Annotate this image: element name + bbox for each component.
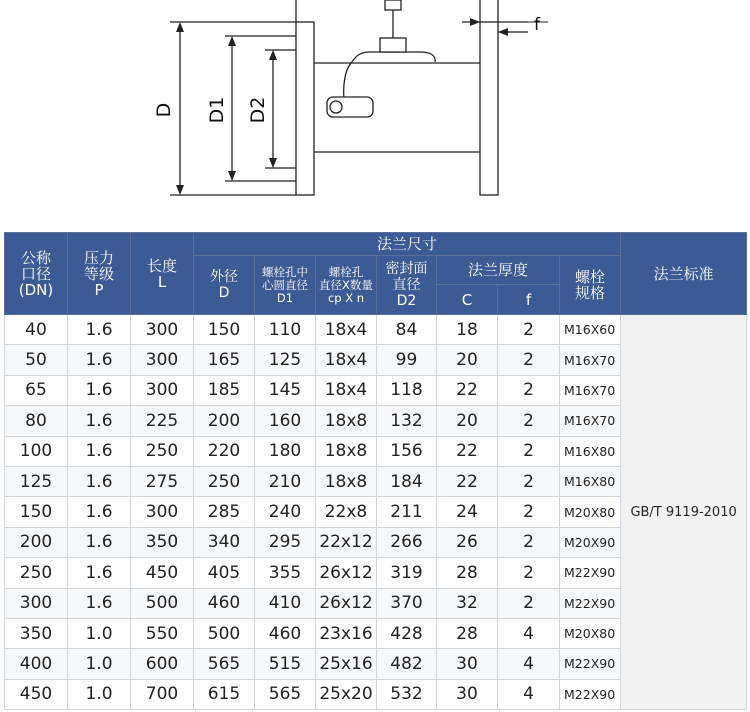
cell-bolt-spec: M16X70: [560, 406, 621, 436]
flowmeter-drawing: [0, 0, 750, 232]
cell-dn: 350: [5, 618, 68, 648]
cell-bolt-spec: M22X90: [560, 558, 621, 588]
header-thickness: 法兰厚度: [437, 256, 560, 285]
cell-outer: 500: [194, 618, 255, 648]
cell-bolt-hole: 25x16: [316, 649, 377, 679]
cell-dn: 50: [5, 345, 68, 375]
cell-dn: 450: [5, 679, 68, 709]
cell-outer: 220: [194, 436, 255, 466]
cell-seal: 266: [377, 527, 437, 557]
cell-seal: 370: [377, 588, 437, 618]
header-outer: 外径 D: [194, 256, 255, 315]
table-row: [5, 315, 747, 345]
cell-bolt-spec: M22X90: [560, 679, 621, 709]
cell-dn: 200: [5, 527, 68, 557]
cell-c: 18: [437, 315, 498, 345]
cell-seal: 184: [377, 466, 437, 496]
cell-bolt-circle: 160: [255, 406, 316, 436]
cell-length: 275: [131, 466, 194, 496]
cell-bolt-spec: M20X80: [560, 497, 621, 527]
header-pressure: 压力 等级 P: [68, 233, 131, 315]
cell-bolt-hole: 22x12: [316, 527, 377, 557]
cell-seal: 84: [377, 315, 437, 345]
cell-pressure: 1.6: [68, 375, 131, 405]
cell-f: 2: [498, 466, 560, 496]
cell-c: 22: [437, 466, 498, 496]
cell-outer: 165: [194, 345, 255, 375]
cell-bolt-spec: M16X80: [560, 466, 621, 496]
cell-bolt-spec: M16X60: [560, 315, 621, 345]
cell-c: 24: [437, 497, 498, 527]
cell-dn: 300: [5, 588, 68, 618]
cell-bolt-hole: 18x8: [316, 406, 377, 436]
cell-bolt-hole: 26x12: [316, 588, 377, 618]
cell-outer: 200: [194, 406, 255, 436]
cell-length: 300: [131, 375, 194, 405]
header-standard: 法兰标准: [621, 233, 747, 315]
cell-seal: 428: [377, 618, 437, 648]
cell-seal: 132: [377, 406, 437, 436]
cell-length: 300: [131, 345, 194, 375]
cell-seal: 482: [377, 649, 437, 679]
left-flange: [296, 22, 314, 195]
cell-bolt-circle: 355: [255, 558, 316, 588]
cell-bolt-hole: 22x8: [316, 497, 377, 527]
cell-bolt-hole: 25x20: [316, 679, 377, 709]
flange-dimension-table: [4, 232, 747, 710]
cell-f: 2: [498, 497, 560, 527]
cell-pressure: 1.6: [68, 406, 131, 436]
cell-f: 2: [498, 588, 560, 618]
cell-length: 300: [131, 497, 194, 527]
cell-bolt-hole: 18x4: [316, 315, 377, 345]
header-bolt-circle: 螺栓孔中 心圆直径 D1: [255, 256, 316, 315]
cell-c: 32: [437, 588, 498, 618]
cell-c: 20: [437, 345, 498, 375]
cell-bolt-circle: 145: [255, 375, 316, 405]
cell-f: 4: [498, 618, 560, 648]
cell-length: 500: [131, 588, 194, 618]
cell-pressure: 1.0: [68, 649, 131, 679]
cell-length: 700: [131, 679, 194, 709]
cell-c: 30: [437, 649, 498, 679]
cell-pressure: 1.0: [68, 679, 131, 709]
header-length: 长度 L: [131, 233, 194, 315]
cell-bolt-circle: 110: [255, 315, 316, 345]
header-bolt-spec: 螺栓 规格: [560, 256, 621, 315]
cell-bolt-spec: M20X80: [560, 618, 621, 648]
cell-c: 26: [437, 527, 498, 557]
cell-pressure: 1.6: [68, 345, 131, 375]
cell-pressure: 1.6: [68, 315, 131, 345]
cell-outer: 285: [194, 497, 255, 527]
cell-bolt-circle: 295: [255, 527, 316, 557]
cell-pressure: 1.6: [68, 436, 131, 466]
cell-bolt-spec: M20X90: [560, 527, 621, 557]
cell-bolt-hole: 18x8: [316, 466, 377, 496]
cell-bolt-circle: 565: [255, 679, 316, 709]
cell-length: 300: [131, 315, 194, 345]
label-D1: D1: [206, 96, 228, 124]
cell-dn: 250: [5, 558, 68, 588]
cell-bolt-spec: M16X80: [560, 436, 621, 466]
cell-bolt-spec: M22X90: [560, 649, 621, 679]
cell-outer: 460: [194, 588, 255, 618]
cell-c: 20: [437, 406, 498, 436]
cell-length: 450: [131, 558, 194, 588]
cell-f: 2: [498, 375, 560, 405]
cell-length: 225: [131, 406, 194, 436]
header-flange-size: 法兰尺寸: [194, 233, 621, 256]
cell-pressure: 1.6: [68, 497, 131, 527]
cell-bolt-circle: 125: [255, 345, 316, 375]
cell-bolt-hole: 26x12: [316, 558, 377, 588]
cell-bolt-circle: 410: [255, 588, 316, 618]
header-f: f: [498, 285, 560, 315]
cell-f: 4: [498, 679, 560, 709]
cell-bolt-hole: 23x16: [316, 618, 377, 648]
cell-dn: 125: [5, 466, 68, 496]
cell-pressure: 1.6: [68, 466, 131, 496]
cell-dn: 400: [5, 649, 68, 679]
cell-c: 28: [437, 618, 498, 648]
cell-bolt-hole: 18x4: [316, 345, 377, 375]
cell-pressure: 1.6: [68, 527, 131, 557]
cell-length: 600: [131, 649, 194, 679]
label-D2: D2: [247, 96, 269, 124]
cell-seal: 118: [377, 375, 437, 405]
cell-bolt-spec: M22X90: [560, 588, 621, 618]
cell-dn: 100: [5, 436, 68, 466]
cell-bolt-circle: 210: [255, 466, 316, 496]
cell-f: 2: [498, 315, 560, 345]
cell-length: 350: [131, 527, 194, 557]
cell-c: 28: [437, 558, 498, 588]
cell-dn: 80: [5, 406, 68, 436]
cell-dn: 150: [5, 497, 68, 527]
cell-f: 2: [498, 406, 560, 436]
cell-c: 22: [437, 436, 498, 466]
cell-outer: 340: [194, 527, 255, 557]
cell-outer: 615: [194, 679, 255, 709]
cell-f: 4: [498, 649, 560, 679]
cell-bolt-hole: 18x8: [316, 436, 377, 466]
cell-pressure: 1.6: [68, 558, 131, 588]
header-dn: 公称 口径 (DN): [5, 233, 68, 315]
cell-c: 30: [437, 679, 498, 709]
cell-f: 2: [498, 558, 560, 588]
cell-seal: 99: [377, 345, 437, 375]
cell-outer: 565: [194, 649, 255, 679]
cell-seal: 211: [377, 497, 437, 527]
cell-standard: GB/T 9119-2010: [621, 315, 747, 710]
cell-length: 550: [131, 618, 194, 648]
label-f: f: [534, 15, 540, 35]
label-D: D: [153, 102, 175, 118]
cell-bolt-hole: 18x4: [316, 375, 377, 405]
cell-dn: 40: [5, 315, 68, 345]
cell-pressure: 1.0: [68, 618, 131, 648]
cell-dn: 65: [5, 375, 68, 405]
header-bolt-hole: 螺栓孔 直径X数量 cp X n: [316, 256, 377, 315]
cell-bolt-circle: 515: [255, 649, 316, 679]
cell-outer: 405: [194, 558, 255, 588]
cell-outer: 250: [194, 466, 255, 496]
cell-bolt-circle: 460: [255, 618, 316, 648]
cell-f: 2: [498, 527, 560, 557]
cell-seal: 156: [377, 436, 437, 466]
cell-bolt-circle: 180: [255, 436, 316, 466]
cell-pressure: 1.6: [68, 588, 131, 618]
cell-outer: 185: [194, 375, 255, 405]
cell-c: 22: [437, 375, 498, 405]
cell-outer: 150: [194, 315, 255, 345]
cell-bolt-spec: M16X70: [560, 375, 621, 405]
cell-bolt-circle: 240: [255, 497, 316, 527]
cell-seal: 319: [377, 558, 437, 588]
cell-f: 2: [498, 436, 560, 466]
cell-bolt-spec: M16X70: [560, 345, 621, 375]
cell-f: 2: [498, 345, 560, 375]
header-c: C: [437, 285, 498, 315]
header-seal: 密封面 直径 D2: [377, 256, 437, 315]
cell-seal: 532: [377, 679, 437, 709]
right-flange: [480, 22, 498, 195]
cell-length: 250: [131, 436, 194, 466]
